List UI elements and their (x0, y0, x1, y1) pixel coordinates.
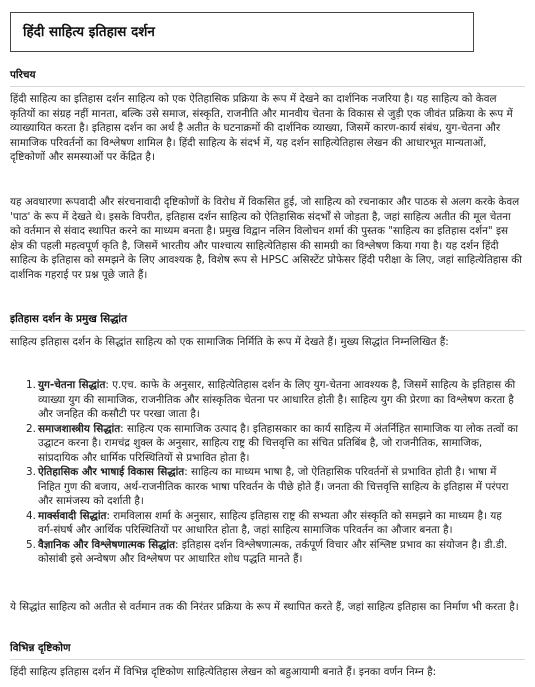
principle-term: समाजशास्त्रीय सिद्धांत (38, 422, 121, 435)
section-heading-intro: परिचय (10, 69, 36, 81)
principle-term: ऐतिहासिक और भाषाई विकास सिद्धांत (38, 466, 185, 478)
section-divider (10, 659, 525, 660)
list-item: 4. मार्क्सवादी सिद्धांत: रामविलास शर्मा के अनुसार, साहित्य इतिहास राष्ट्र की सभ्यता और संस्कृति को समझने का माध्यम है। यह वर्ग-संघर्ष और आर्थिक परिस्थितियों पर आधारित होता है, जहां साहित्य सामाजिक परिवर्तन का औजार बनता है। (26, 509, 502, 536)
principle-text: : साहित्य एक सामाजिक उत्पाद है। इतिहासकार का कार्य साहित्य में अंतर्निहित सामाजिक या लोक तत्वों का उद्घाटन करना है। रामचंद्र शुक्ल के अनुसार, साहित्य राष्ट्र की चित्तवृत्ति का संचित प्रतिबिंब है, जो राजनीतिक, सामाजिक, सांप्रदायिक और धार्मिक परिस्थितियों से प्रभावित होता है। (38, 422, 519, 464)
views-intro: हिंदी साहित्य इतिहास दर्शन में विभिन्न दृष्टिकोण साहित्येतिहास लेखन को बहुआयामी बनाते हैं। इनका वर्णन निम्न है: (10, 666, 437, 678)
section-heading-principles: इतिहास दर्शन के प्रमुख सिद्धांत (10, 313, 128, 325)
list-item: 5. वैज्ञानिक और विश्लेषणात्मक सिद्धांत: इतिहास दर्शन विश्लेषणात्मक, तर्कपूर्ण विचार और संश्लिष्ट प्रभाव का संयोजन है। डी.डी. कोसांबी इसे अन्वेषण और विश्लेषण पर आधारित शोध पद्धति मानते हैं। (26, 538, 508, 565)
list-item: 1. युग-चेतना सिद्धांत: ए.एच. काफे के अनुसार, साहित्येतिहास दर्शन के लिए युग-चेतना आवश्यक है, जिसमें साहित्य के इतिहास की व्याख्या युग की सामाजिक, राजनीतिक और सांस्कृतिक चेतना पर आधारित होती है। साहित्य युग की प्रेरणा का विश्लेषण करता है और जनहित की कसौटी पर परखा जाता है। (26, 379, 516, 420)
section-divider (10, 330, 525, 331)
intro-paragraph-2: यह अवधारणा रूपवादी और संरचनावादी दृष्टिकोणों के विरोध में विकसित हुई, जो साहित्य को रचनाकार और पाठक से अलग करके केवल 'पाठ' के रूप में देखते थे। इसके विपरीत, इतिहास दर्शन साहित्य को ऐतिहासिक संदर्भों से जोड़ता है, जहां साहित्य अतीत की मूल चेतना को वर्तमान से संवाद स्थापित करने का माध्यम बनता है। प्रमुख विद्वान नलिन विलोचन शर्मा की पुस्तक "साहित्य का इतिहास दर्शन" इस क्षेत्र की पहली महत्वपूर्ण कृति है, जिसमें भारतीय और पाश्चात्य साहित्येतिहास की सामग्री का विश्लेषण किया गया है। यह दर्शन हिंदी साहित्य के इतिहास को समझने के लिए आवश्यक है, विशेष रूप से HPSC असिस्टेंट प्रोफेसर हिंदी परीक्षा के लिए, जहां साहित्येतिहास की दार्शनिक गहराई पर प्रश्न पूछे जाते हैं। (10, 196, 522, 281)
principle-term: वैज्ञानिक और विश्लेषणात्मक सिद्धांत (38, 538, 176, 551)
principles-outro: ये सिद्धांत साहित्य को अतीत से वर्तमान तक की निरंतर प्रक्रिया के रूप में स्थापित करते हैं, जहां साहित्य इतिहास का निर्माण भी करता है। (10, 601, 519, 613)
page-title: हिंदी साहित्य इतिहास दर्शन (23, 23, 155, 40)
principle-text: : साहित्य का माध्यम भाषा है, जो ऐतिहासिक परिवर्तनों से प्रभावित होती है। भाषा में निहित गुण की बजाय, अर्थ-राजनीतिक कारक भाषा परिवर्तन के पीछे होते हैं। जनता की चित्तवृत्ति साहित्य के इतिहास में परंपरा और सामंजस्य को दर्शाती है। (38, 466, 509, 507)
page-title-box (10, 12, 474, 52)
principles-list (26, 378, 520, 567)
principle-text: : रामविलास शर्मा के अनुसार, साहित्य इतिहास राष्ट्र की सभ्यता और संस्कृति को समझने का माध्यम है। यह वर्ग-संघर्ष और आर्थिक परिस्थितियों पर आधारित होता है, जहां साहित्य सामाजिक परिवर्तन का औजार बनता है। (38, 509, 502, 536)
intro-paragraph-1: हिंदी साहित्य का इतिहास दर्शन साहित्य को एक ऐतिहासिक प्रक्रिया के रूप में देखने का दार्शनिक नजरिया है। यह साहित्य को केवल कृतियों का संग्रह नहीं मानता, बल्कि उसे समाज, संस्कृति, राजनीति और मानवीय चेतना के विकास से जुड़ी एक जीवंत प्रक्रिया के रूप में व्याख्यायित करता है। इतिहास दर्शन का अर्थ है अतीत के घटनाक्रमों की दार्शनिक व्याख्या, जिसमें कारण-कार्य संबंध, युग-चेतना और सामाजिक परिवर्तनों का विश्लेषण शामिल है। हिंदी साहित्य के संदर्भ में, यह दर्शन साहित्येतिहास लेखन की आधारभूत मान्यताओं, दृष्टिकोणों और समस्याओं पर केंद्रित है। (10, 93, 513, 163)
list-item: 3. ऐतिहासिक और भाषाई विकास सिद्धांत: साहित्य का माध्यम भाषा है, जो ऐतिहासिक परिवर्तनों से प्रभावित होती है। भाषा में निहित गुण की बजाय, अर्थ-राजनीतिक कारक भाषा परिवर्तन के पीछे होते हैं। जनता की चित्तवृत्ति साहित्य के इतिहास में परंपरा और सामंजस्य को दर्शाती है। (26, 466, 509, 507)
principle-term: मार्क्सवादी सिद्धांत (38, 509, 107, 522)
principle-text: : इतिहास दर्शन विश्लेषणात्मक, तर्कपूर्ण विचार और संश्लिष्ट प्रभाव का संयोजन है। डी.डी. कोसांबी इसे अन्वेषण और विश्लेषण पर आधारित शोध पद्धति मानते हैं। (38, 538, 508, 565)
principle-term: युग-चेतना सिद्धांत (38, 379, 106, 391)
section-divider (10, 86, 525, 87)
list-item: 2. समाजशास्त्रीय सिद्धांत: साहित्य एक सामाजिक उत्पाद है। इतिहासकार का कार्य साहित्य में अंतर्निहित सामाजिक या लोक तत्वों का उद्घाटन करना है। रामचंद्र शुक्ल के अनुसार, साहित्य राष्ट्र की चित्तवृत्ति का संचित प्रतिबिंब है, जो राजनीतिक, सामाजिक, सांप्रदायिक और धार्मिक परिस्थितियों से प्रभावित होता है। (26, 422, 519, 464)
principle-text: : ए.एच. काफे के अनुसार, साहित्येतिहास दर्शन के लिए युग-चेतना आवश्यक है, जिसमें साहित्य के इतिहास की व्याख्या युग की सामाजिक, राजनीतिक और सांस्कृतिक चेतना पर आधारित होती है। साहित्य युग की प्रेरणा का विश्लेषण करता है और जनहित की कसौटी पर परखा जाता है। (38, 379, 516, 420)
section-heading-views: विभिन्न दृष्टिकोण (10, 642, 71, 654)
principles-intro: साहित्य इतिहास दर्शन के सिद्धांत साहित्य को एक सामाजिक निर्मिति के रूप में देखते हैं। मुख्य सिद्धांत निम्नलिखित हैं: (10, 336, 449, 348)
